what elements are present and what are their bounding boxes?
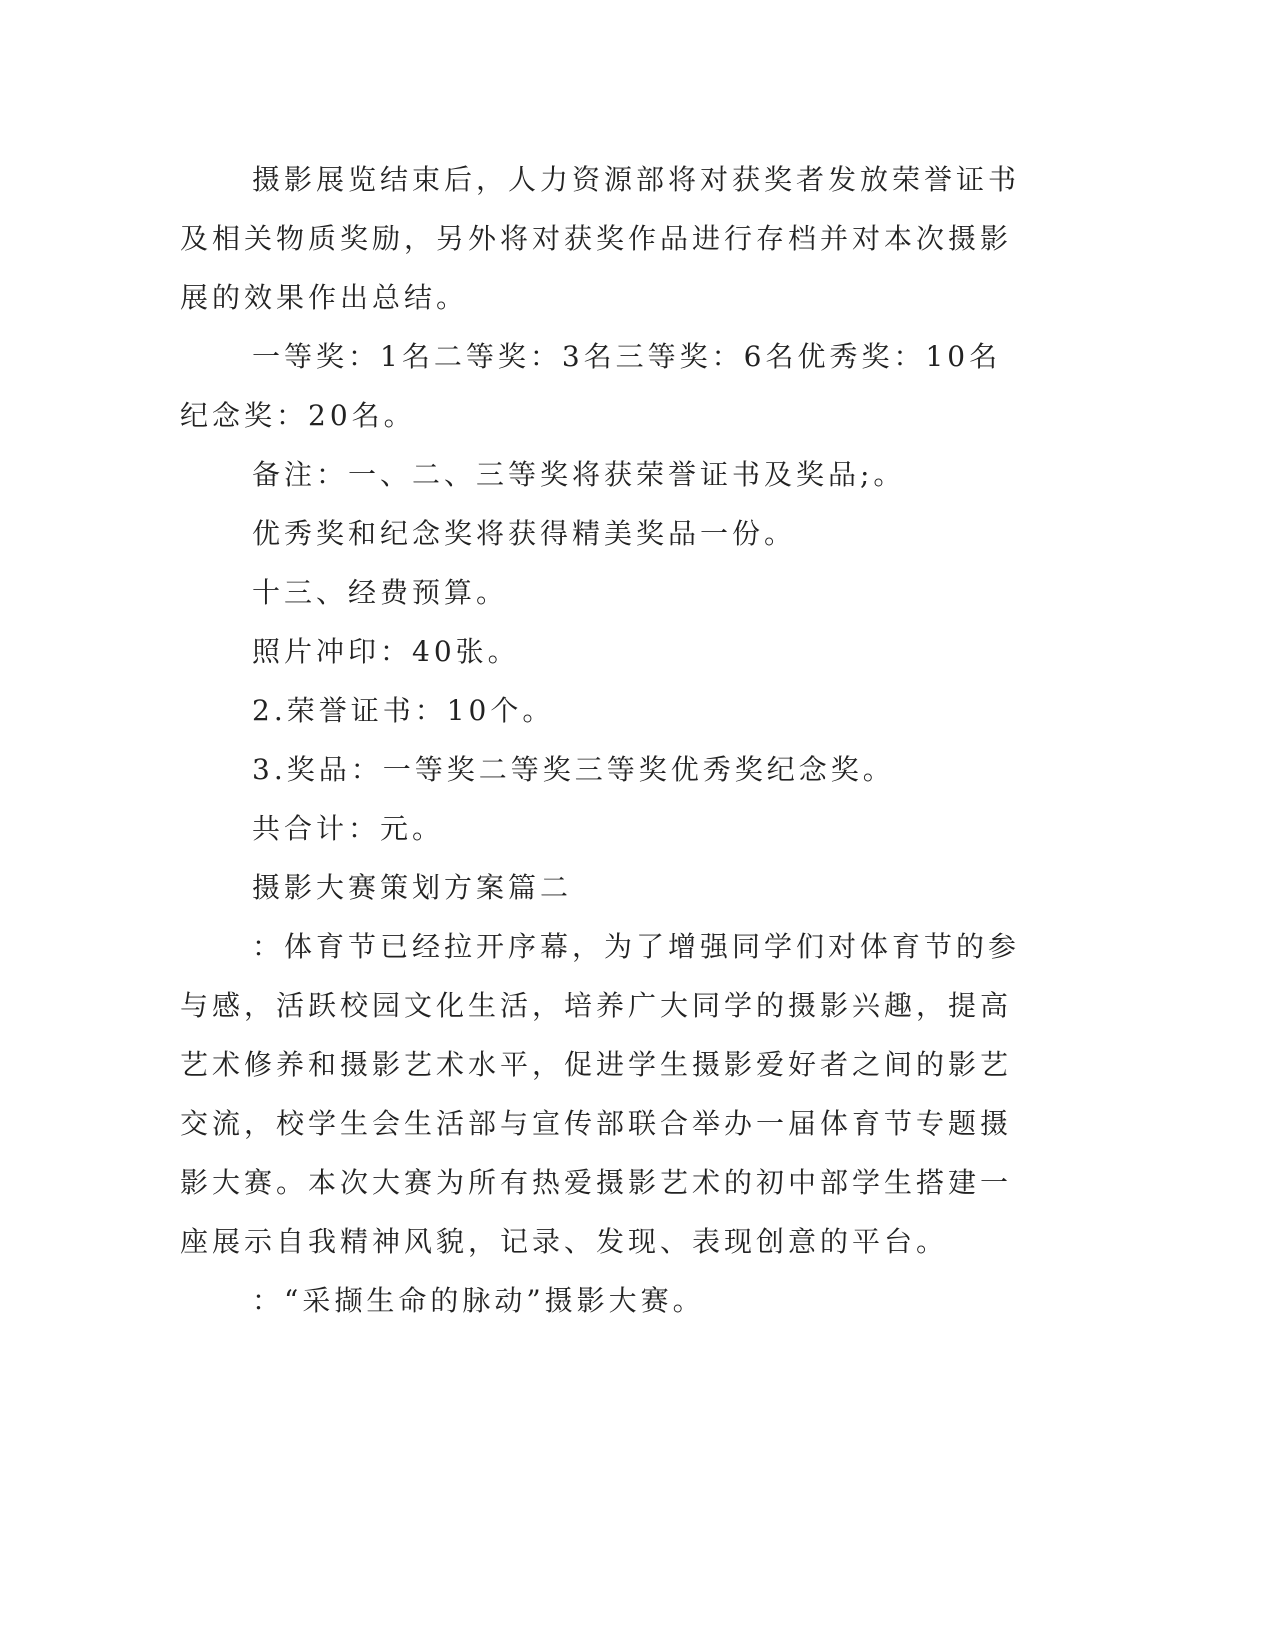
paragraph-theme: ：“采撷生命的脉动”摄影大赛。 (252, 1284, 705, 1317)
document-body (180, 150, 1030, 1330)
paragraph-remark: 备注：一、二、三等奖将获荣誉证书及奖品;。 (252, 458, 906, 491)
paragraph-background: ：体育节已经拉开序幕，为了增强同学们对体育节的参与感，活跃校园文化生活，培养广大同学的摄影兴趣，提高艺术修养和摄影艺术水平，促进学生摄影爱好者之间的影艺交流，校学生会生活部与宣传部联合举办一届体育节专题摄影大赛。本次大赛为所有热爱摄影艺术的初中部学生搭建一座展示自我精神风貌，记录、发现、表现创意的平台。 (180, 930, 1021, 1258)
budget-total: 共合计：元。 (252, 812, 445, 845)
budget-item-certificates: 2.荣誉证书：10个。 (252, 694, 555, 727)
section-heading-plan-two: 摄影大赛策划方案篇二 (252, 871, 573, 904)
paragraph-award-counts: 一等奖：1名二等奖：3名三等奖：6名优秀奖：10名纪念奖：20名。 (180, 340, 1002, 432)
budget-item-prizes: 3.奖品：一等奖二等奖三等奖优秀奖纪念奖。 (252, 753, 895, 786)
paragraph-exhibition-summary: 摄影展览结束后，人力资源部将对获奖者发放荣誉证书及相关物质奖励，另外将对获奖作品进行存档并对本次摄影展的效果作出总结。 (180, 163, 1021, 314)
paragraph-excellence-award: 优秀奖和纪念奖将获得精美奖品一份。 (252, 517, 797, 550)
budget-item-photo-printing: 照片冲印：40张。 (252, 635, 520, 668)
section-heading-budget: 十三、经费预算。 (252, 576, 509, 609)
